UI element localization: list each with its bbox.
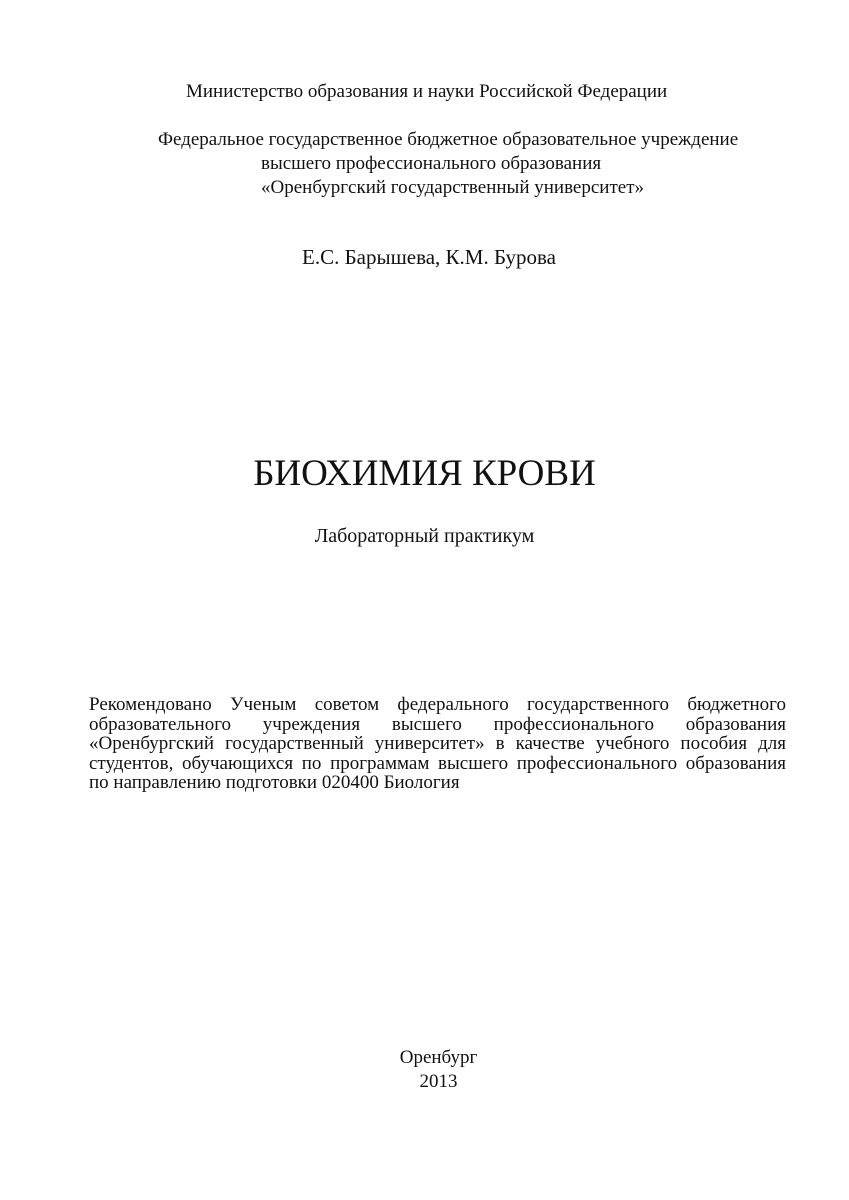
document-subtitle: Лабораторный практикум xyxy=(314,525,535,547)
publication-year: 2013 xyxy=(419,1071,458,1092)
authors: Е.С. Барышева, К.М. Бурова xyxy=(302,245,556,269)
institution-line-1: Федеральное государственное бюджетное образовательное учреждение xyxy=(158,129,739,150)
recommendation-text: Рекомендовано Ученым советом федерального государственного бюджетного образовательного учреждения высшего профессионального образования «Оренбургский государственный университет» в качестве учебного пособия для студентов, обучающихся по программам высшего профессионального образования по направлению подготовки 020400 Биология xyxy=(89,694,786,793)
institution-line-2: высшего профессионального образования xyxy=(261,153,602,174)
publication-city: Оренбург xyxy=(399,1047,478,1068)
document-title: БИОХИМИЯ КРОВИ xyxy=(253,453,596,494)
institution-line-3: «Оренбургский государственный университет» xyxy=(261,177,645,198)
ministry-name: Министерство образования и науки Российской Федерации xyxy=(186,81,668,102)
